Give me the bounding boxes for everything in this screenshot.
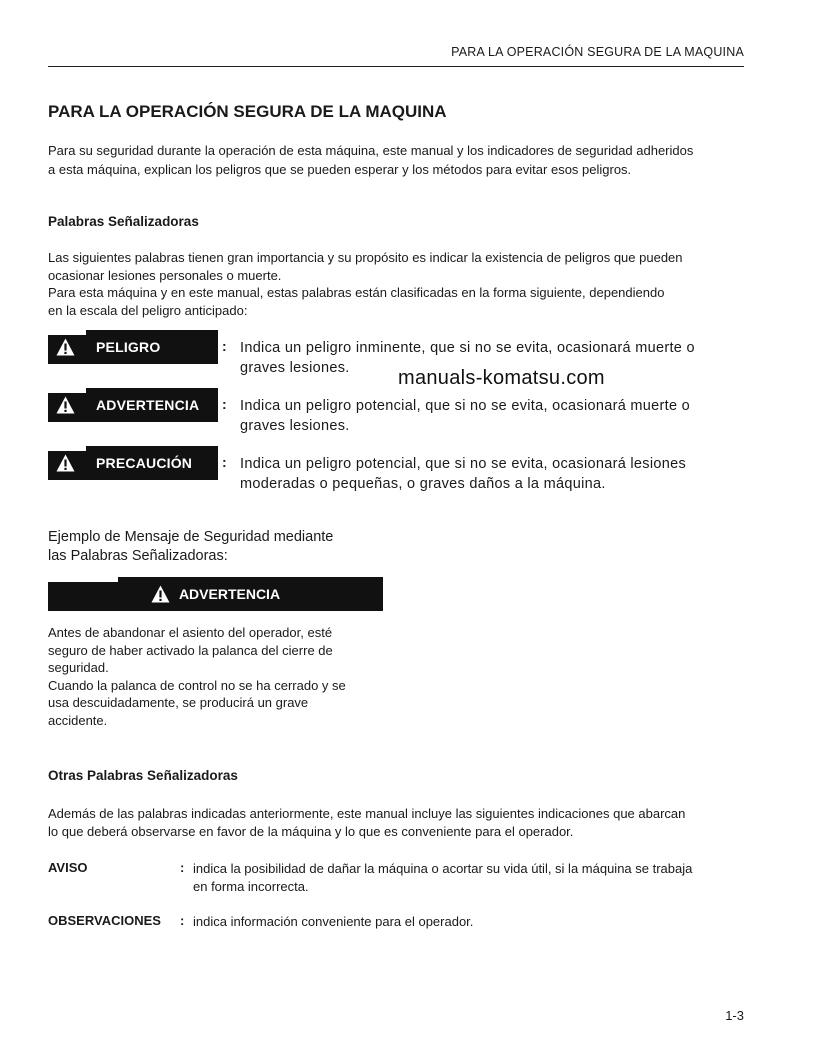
warning-triangle-icon — [56, 454, 75, 472]
example-heading-line: las Palabras Señalizadoras: — [48, 548, 228, 564]
term-observaciones-description: indica información conveniente para el operador. — [193, 914, 474, 929]
other-signal-words-paragraph — [48, 805, 748, 841]
example-line: seguro de haber activado la palanca del cierre de — [48, 642, 333, 658]
example-line: usa descuidadamente, se producirá un grave — [48, 695, 309, 710]
paragraph-line: ocasionar lesiones personales o muerte. — [48, 267, 282, 283]
definition-colon: : — [222, 454, 227, 470]
peligro-label — [48, 330, 218, 364]
description-line: graves lesiones. — [240, 360, 350, 376]
example-line: Cuando la palanca de control no se ha cerrado y se — [48, 677, 346, 693]
description-line: en forma incorrecta. — [193, 879, 309, 894]
description-line: Indica un peligro potencial, que si no se evita, ocasionará lesiones — [240, 456, 687, 472]
advertencia-description — [240, 396, 745, 436]
description-line: Indica un peligro potencial, que si no se evita, ocasionará muerte o — [240, 398, 691, 414]
advertencia-label — [48, 388, 218, 422]
precaucion-description — [240, 454, 745, 494]
other-signal-words-heading: Otras Palabras Señalizadoras — [48, 768, 238, 783]
paragraph-line: lo que deberá observarse en favor de la máquina y lo que es conveniente para el operador. — [48, 824, 574, 839]
example-heading-line: Ejemplo de Mensaje de Seguridad mediante — [48, 529, 334, 545]
precaucion-label-text: PRECAUCIÓN — [96, 455, 193, 471]
page-number: 1-3 — [725, 1008, 744, 1023]
label-notch — [48, 330, 86, 335]
box-notch — [48, 577, 118, 582]
example-heading — [48, 528, 378, 566]
description-line: moderadas o pequeñas, o graves daños a la máquina. — [240, 476, 606, 492]
intro-line: a esta máquina, explican los peligros que se pueden esperar y los métodos para evitar esos peligros. — [48, 162, 632, 177]
example-line: seguridad. — [48, 660, 109, 675]
warning-triangle-icon — [56, 338, 75, 356]
precaucion-label — [48, 446, 218, 480]
signal-words-paragraph — [48, 249, 748, 319]
example-advertencia-box — [48, 577, 383, 611]
intro-line: Para su seguridad durante la operación de esta máquina, este manual y los indicadores de seguridad adheridos — [48, 143, 694, 158]
definition-colon: : — [222, 396, 227, 412]
description-line: Indica un peligro inminente, que si no se evita, ocasionará muerte o — [240, 340, 695, 356]
header-rule — [48, 66, 744, 67]
paragraph-line: Para esta máquina y en este manual, estas palabras están clasificadas en la forma siguiente, dependiendo — [48, 285, 665, 300]
page-title: PARA LA OPERACIÓN SEGURA DE LA MAQUINA — [48, 102, 447, 121]
warning-triangle-icon — [151, 585, 170, 603]
signal-words-heading: Palabras Señalizadoras — [48, 214, 199, 229]
example-box-label: ADVERTENCIA — [178, 586, 281, 602]
term-aviso-description — [193, 860, 753, 896]
term-aviso: AVISO — [48, 860, 88, 875]
running-header: PARA LA OPERACIÓN SEGURA DE LA MAQUINA — [451, 45, 744, 59]
example-line: Antes de abandonar el asiento del operador, esté — [48, 625, 333, 640]
peligro-label-text: PELIGRO — [96, 339, 161, 355]
paragraph-line: Las siguientes palabras tienen gran importancia y su propósito es indicar la existencia de peligros que pueden — [48, 250, 683, 265]
paragraph-line: Además de las palabras indicadas anteriormente, este manual incluye las siguientes indicaciones que abarcan — [48, 806, 686, 821]
warning-triangle-icon — [56, 396, 75, 414]
term-observaciones: OBSERVACIONES — [48, 913, 161, 928]
example-line: accidente. — [48, 712, 108, 728]
example-message — [48, 624, 379, 729]
term-colon: : — [180, 860, 185, 875]
paragraph-line: en la escala del peligro anticipado: — [48, 302, 248, 318]
intro-paragraph — [48, 141, 748, 179]
label-notch — [48, 446, 86, 451]
description-line: indica la posibilidad de dañar la máquina o acortar su vida útil, si la máquina se trabaja — [193, 861, 693, 876]
definition-colon: : — [222, 338, 227, 354]
label-notch — [48, 388, 86, 393]
term-colon: : — [180, 913, 185, 928]
description-line: graves lesiones. — [240, 418, 350, 434]
advertencia-label-text: ADVERTENCIA — [96, 397, 200, 413]
watermark-text: manuals-komatsu.com — [398, 367, 605, 389]
